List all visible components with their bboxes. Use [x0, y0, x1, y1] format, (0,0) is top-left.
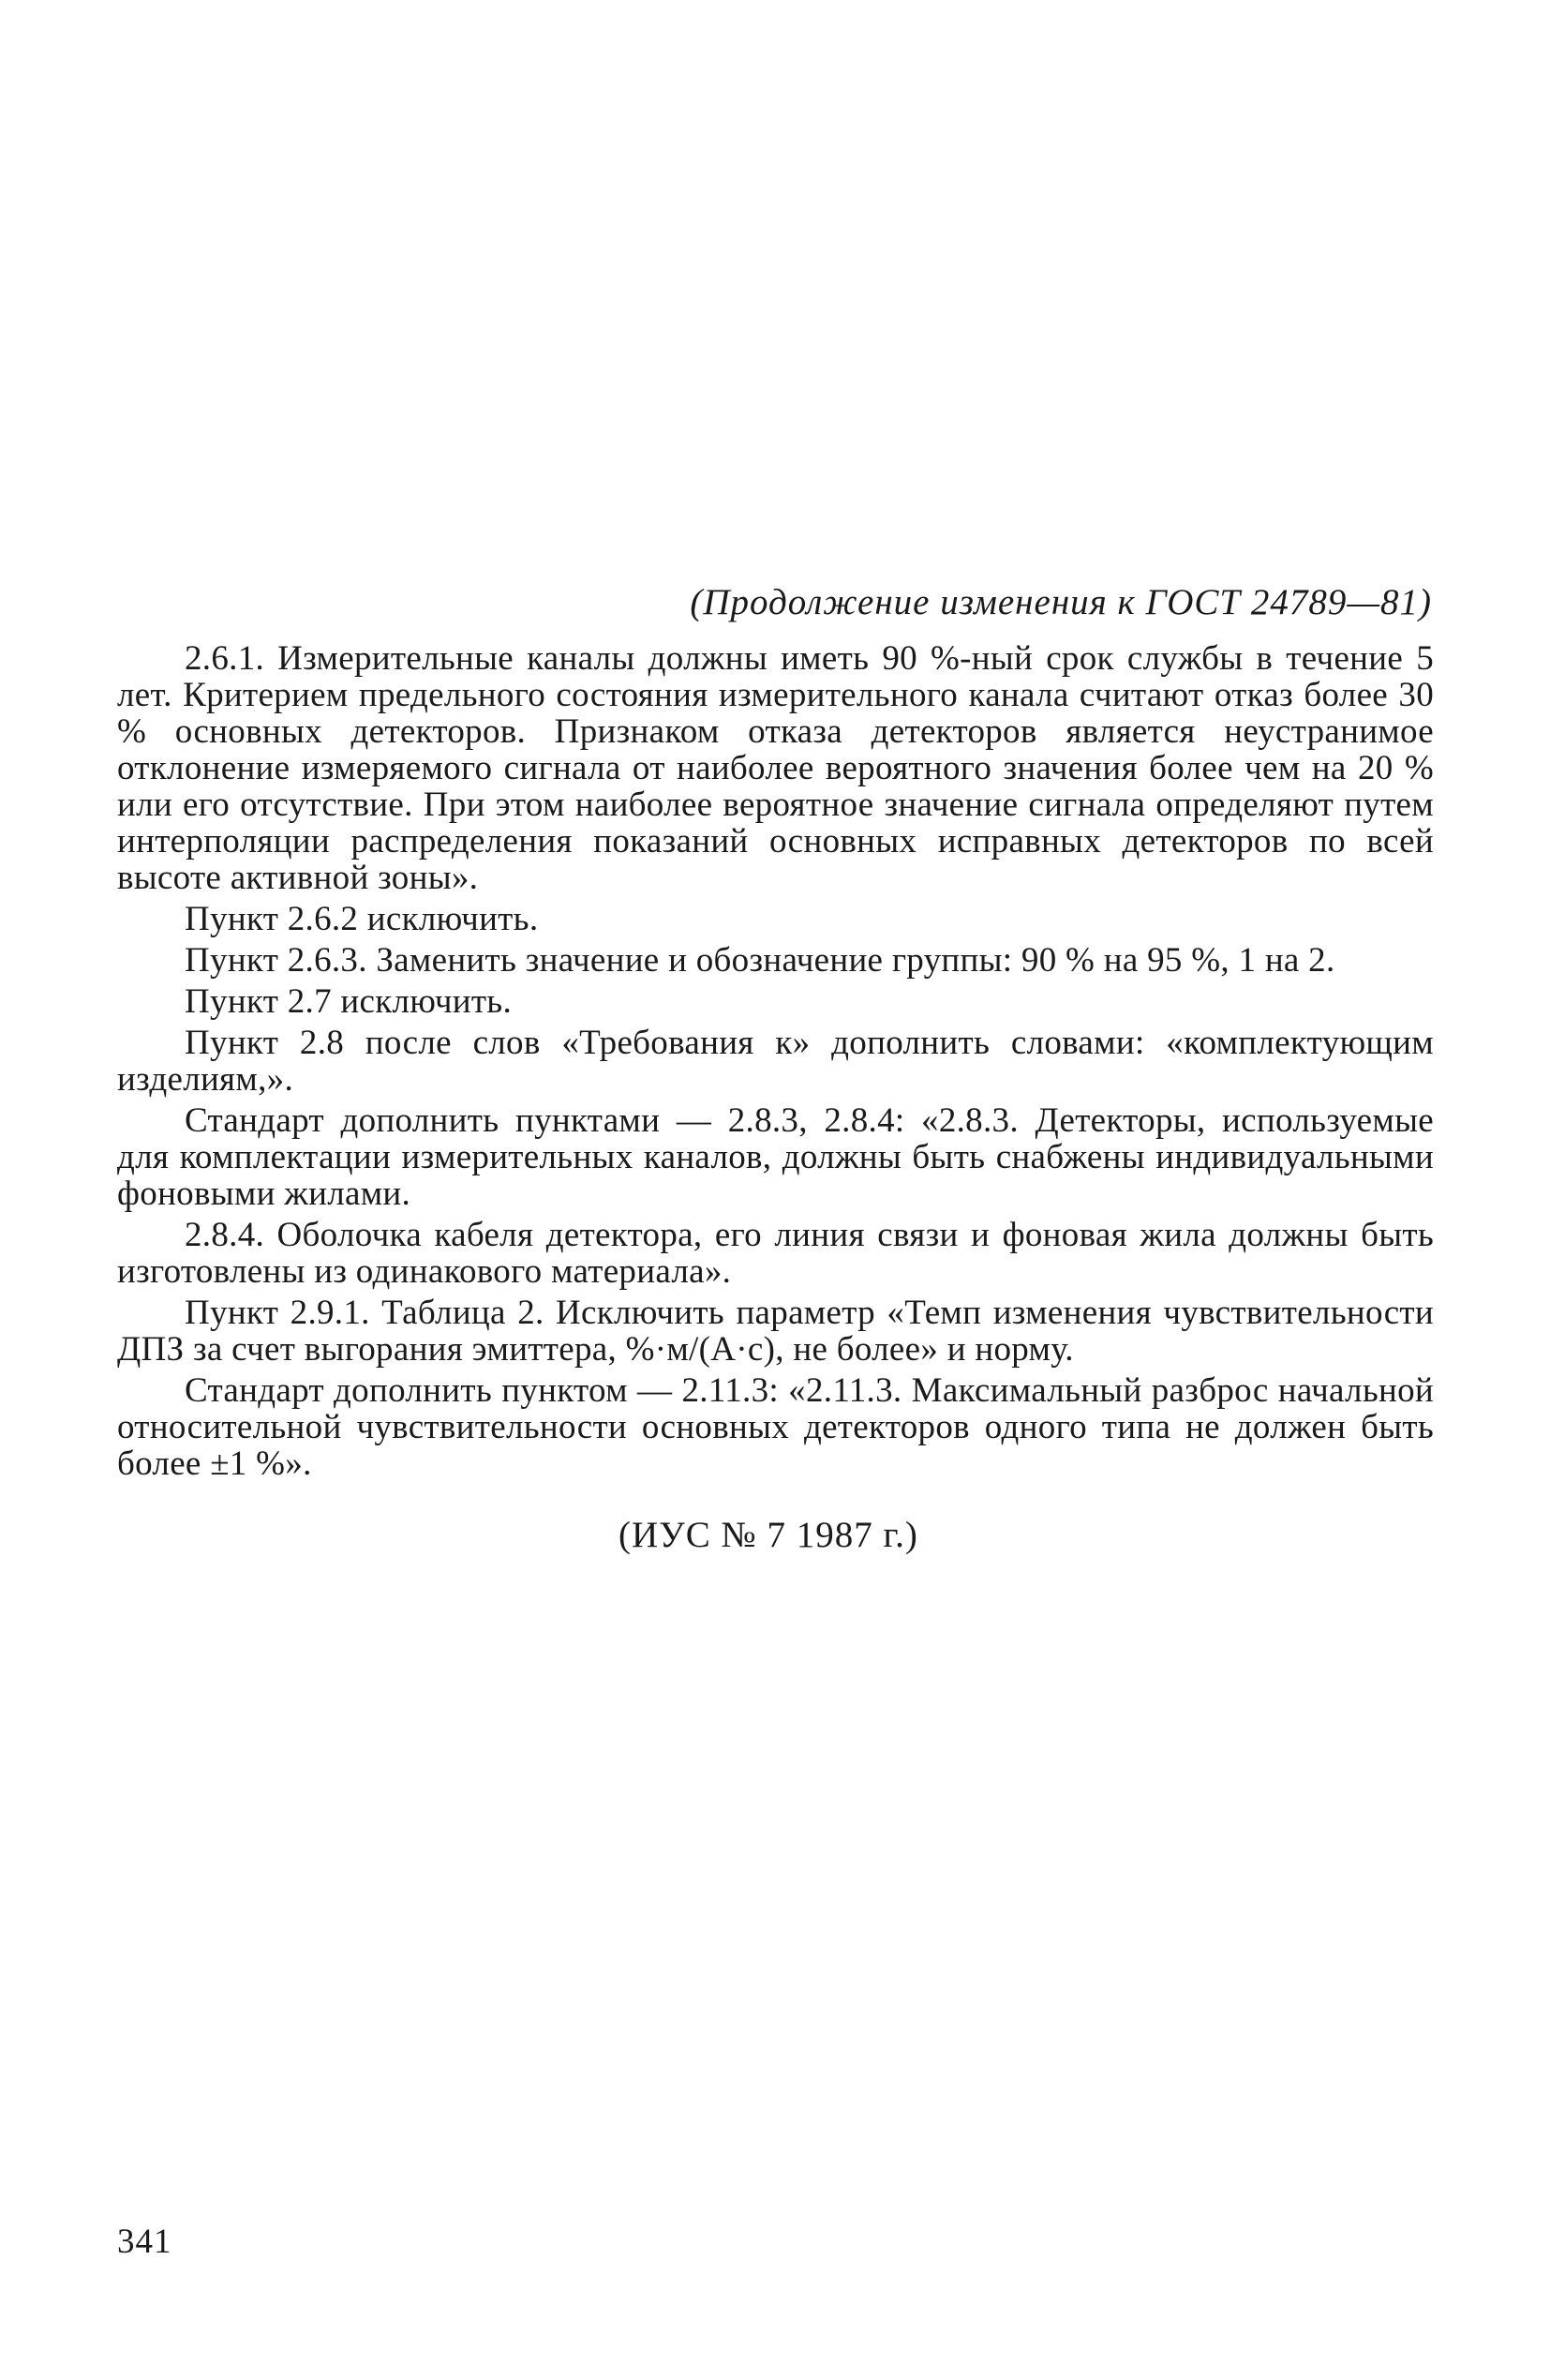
paragraph-2-6-2: Пункт 2.6.2 исключить. [185, 900, 539, 938]
paragraph-2-8-4: 2.8.4. Оболочка кабеля детектора, его линия связи и фоновая жила должны быть изготовлены из одинакового материала». [117, 1216, 1434, 1291]
page-number: 341 [117, 2223, 172, 2261]
source-reference: (ИУС № 7 1987 г.) [619, 1515, 918, 1555]
document-body [117, 581, 1434, 1556]
paragraph-2-6-3: Пункт 2.6.3. Заменить значение и обозначение группы: 90 % на 95 %, 1 на 2. [185, 941, 1335, 980]
paragraph-2-8-3: Стандарт дополнить пунктами — 2.8.3, 2.8.4: «2.8.3. Детекторы, используемые для комплектации измерительных каналов, должны быть снабжены индивидуальными фоновыми жилами. [117, 1101, 1434, 1213]
paragraph-2-8: Пункт 2.8 после слов «Требования к» дополнить словами: «комплектующим изделиям,». [117, 1024, 1434, 1099]
paragraph-2-9-1: Пункт 2.9.1. Таблица 2. Исключить параметр «Темп изменения чувствительности ДПЗ за счет выгорания эмиттера, %·м/(А·с), не более» и норму. [117, 1294, 1434, 1369]
paragraph-2-7: Пункт 2.7 исключить. [185, 982, 513, 1021]
paragraph-2-6-1: 2.6.1. Измерительные каналы должны иметь 90 %-ный срок службы в течение 5 лет. Критерием предельного состояния измерительного канала считают отказ более 30 % основных детекторов. Признаком отказа детекторов является неустранимое отклонение измеряемого сигнала от наиболее вероятного значения более чем на 20 % или его отсутствие. При этом наиболее вероятное значение сигнала определяют путем интерполяции распределения показаний основных исправных детекторов по всей высоте активной зоны». [117, 639, 1434, 897]
continuation-header: (Продолжение изменения к ГОСТ 24789—81) [690, 582, 1432, 622]
paragraph-2-11-3: Стандарт дополнить пунктом — 2.11.3: «2.11.3. Максимальный разброс начальной относительной чувствительности основных детекторов одного типа не должен быть более ±1 %». [117, 1371, 1434, 1483]
